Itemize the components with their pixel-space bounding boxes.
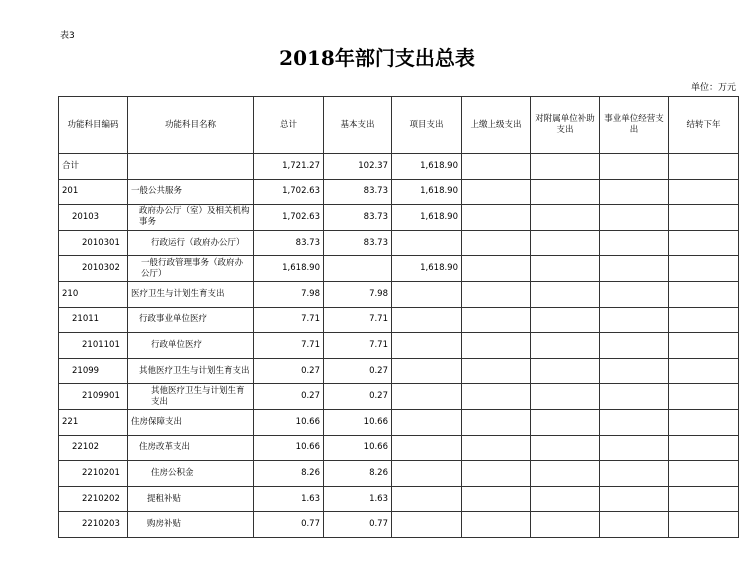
code-cell: 2210203 — [59, 512, 128, 538]
upper-payment-cell — [462, 461, 531, 487]
table-row — [59, 358, 739, 384]
subsidy-cell — [531, 435, 600, 461]
name-cell: 行政运行（政府办公厅） — [128, 230, 254, 256]
subsidy-cell — [531, 179, 600, 205]
project-cell: 1,618.90 — [392, 205, 462, 231]
total-cell: 1,721.27 — [254, 154, 324, 180]
total-cell: 10.66 — [254, 409, 324, 435]
subsidy-cell — [531, 230, 600, 256]
name-cell — [128, 154, 254, 180]
total-cell: 8.26 — [254, 461, 324, 487]
expenditure-table — [58, 96, 739, 538]
table-row — [59, 307, 739, 333]
name-cell: 政府办公厅（室）及相关机构事务 — [128, 205, 254, 231]
basic-cell: 1.63 — [324, 486, 392, 512]
carryover-cell — [669, 461, 739, 487]
operating-cell — [600, 486, 669, 512]
code-cell: 21011 — [59, 307, 128, 333]
carryover-cell — [669, 358, 739, 384]
table-row — [59, 435, 739, 461]
upper-payment-cell — [462, 512, 531, 538]
table-row — [59, 154, 739, 180]
subsidy-cell — [531, 281, 600, 307]
code-cell: 2010302 — [59, 256, 128, 282]
carryover-cell — [669, 333, 739, 359]
basic-cell: 10.66 — [324, 435, 392, 461]
header-code: 功能科目编码 — [59, 97, 128, 154]
subsidy-cell — [531, 409, 600, 435]
table-row — [59, 486, 739, 512]
basic-cell: 83.73 — [324, 179, 392, 205]
carryover-cell — [669, 512, 739, 538]
table-row — [59, 256, 739, 282]
operating-cell — [600, 154, 669, 180]
table-row — [59, 384, 739, 410]
basic-cell: 10.66 — [324, 409, 392, 435]
name-cell: 住房公积金 — [128, 461, 254, 487]
table-row — [59, 205, 739, 231]
name-cell: 行政单位医疗 — [128, 333, 254, 359]
code-cell: 2109901 — [59, 384, 128, 410]
project-cell — [392, 512, 462, 538]
operating-cell — [600, 281, 669, 307]
project-cell — [392, 435, 462, 461]
carryover-cell — [669, 179, 739, 205]
upper-payment-cell — [462, 358, 531, 384]
subsidy-cell — [531, 358, 600, 384]
carryover-cell — [669, 205, 739, 231]
upper-payment-cell — [462, 205, 531, 231]
project-cell: 1,618.90 — [392, 154, 462, 180]
upper-payment-cell — [462, 281, 531, 307]
upper-payment-cell — [462, 384, 531, 410]
carryover-cell — [669, 154, 739, 180]
total-cell: 1,702.63 — [254, 205, 324, 231]
operating-cell — [600, 307, 669, 333]
name-cell: 其他医疗卫生与计划生育支出 — [128, 358, 254, 384]
upper-payment-cell — [462, 230, 531, 256]
upper-payment-cell — [462, 409, 531, 435]
operating-cell — [600, 205, 669, 231]
basic-cell — [324, 256, 392, 282]
table-row — [59, 461, 739, 487]
table-number-label: 表3 — [60, 31, 75, 41]
project-cell: 1,618.90 — [392, 179, 462, 205]
project-cell — [392, 281, 462, 307]
name-cell: 住房改革支出 — [128, 435, 254, 461]
basic-cell: 0.77 — [324, 512, 392, 538]
basic-cell: 7.71 — [324, 333, 392, 359]
carryover-cell — [669, 384, 739, 410]
code-cell: 2210202 — [59, 486, 128, 512]
carryover-cell — [669, 281, 739, 307]
basic-cell: 0.27 — [324, 384, 392, 410]
header-total: 总计 — [254, 97, 324, 154]
project-cell — [392, 384, 462, 410]
code-cell: 20103 — [59, 205, 128, 231]
table-row — [59, 230, 739, 256]
upper-payment-cell — [462, 333, 531, 359]
name-cell: 提租补贴 — [128, 486, 254, 512]
code-cell: 210 — [59, 281, 128, 307]
header-subsidy: 对附属单位补助支出 — [531, 97, 600, 154]
table-row — [59, 512, 739, 538]
total-cell: 1,702.63 — [254, 179, 324, 205]
project-cell — [392, 307, 462, 333]
carryover-cell — [669, 307, 739, 333]
basic-cell: 7.98 — [324, 281, 392, 307]
project-cell — [392, 461, 462, 487]
project-cell — [392, 358, 462, 384]
unit-label: 单位：万元 — [690, 83, 736, 93]
subsidy-cell — [531, 512, 600, 538]
operating-cell — [600, 256, 669, 282]
table-row — [59, 409, 739, 435]
page-title: 2018年部门支出总表 — [279, 46, 475, 70]
table-row — [59, 281, 739, 307]
table-row — [59, 179, 739, 205]
upper-payment-cell — [462, 486, 531, 512]
operating-cell — [600, 358, 669, 384]
code-cell: 21099 — [59, 358, 128, 384]
carryover-cell — [669, 435, 739, 461]
upper-payment-cell — [462, 154, 531, 180]
operating-cell — [600, 409, 669, 435]
total-cell: 10.66 — [254, 435, 324, 461]
operating-cell — [600, 384, 669, 410]
total-cell: 7.71 — [254, 333, 324, 359]
total-cell: 7.98 — [254, 281, 324, 307]
operating-cell — [600, 461, 669, 487]
header-row — [59, 97, 739, 154]
total-cell: 7.71 — [254, 307, 324, 333]
name-cell: 一般行政管理事务（政府办公厅） — [128, 256, 254, 282]
header-carryover: 结转下年 — [669, 97, 739, 154]
total-cell: 83.73 — [254, 230, 324, 256]
code-cell: 22102 — [59, 435, 128, 461]
name-cell: 一般公共服务 — [128, 179, 254, 205]
name-cell: 购房补贴 — [128, 512, 254, 538]
code-cell: 201 — [59, 179, 128, 205]
header-operating: 事业单位经营支出 — [600, 97, 669, 154]
header-basic: 基本支出 — [324, 97, 392, 154]
subsidy-cell — [531, 333, 600, 359]
operating-cell — [600, 179, 669, 205]
code-cell: 2101101 — [59, 333, 128, 359]
subsidy-cell — [531, 256, 600, 282]
code-cell: 2010301 — [59, 230, 128, 256]
subsidy-cell — [531, 486, 600, 512]
upper-payment-cell — [462, 256, 531, 282]
header-name: 功能科目名称 — [128, 97, 254, 154]
project-cell: 1,618.90 — [392, 256, 462, 282]
name-cell: 住房保障支出 — [128, 409, 254, 435]
total-cell: 0.27 — [254, 384, 324, 410]
basic-cell: 7.71 — [324, 307, 392, 333]
subsidy-cell — [531, 384, 600, 410]
total-cell: 1.63 — [254, 486, 324, 512]
name-cell: 其他医疗卫生与计划生育支出 — [128, 384, 254, 410]
subsidy-cell — [531, 154, 600, 180]
carryover-cell — [669, 409, 739, 435]
name-cell: 医疗卫生与计划生育支出 — [128, 281, 254, 307]
basic-cell: 83.73 — [324, 205, 392, 231]
operating-cell — [600, 230, 669, 256]
basic-cell: 83.73 — [324, 230, 392, 256]
project-cell — [392, 409, 462, 435]
project-cell — [392, 230, 462, 256]
basic-cell: 0.27 — [324, 358, 392, 384]
code-cell: 合计 — [59, 154, 128, 180]
subsidy-cell — [531, 307, 600, 333]
table-row — [59, 333, 739, 359]
upper-payment-cell — [462, 307, 531, 333]
subsidy-cell — [531, 205, 600, 231]
carryover-cell — [669, 486, 739, 512]
name-cell: 行政事业单位医疗 — [128, 307, 254, 333]
project-cell — [392, 333, 462, 359]
upper-payment-cell — [462, 435, 531, 461]
code-cell: 2210201 — [59, 461, 128, 487]
upper-payment-cell — [462, 179, 531, 205]
operating-cell — [600, 512, 669, 538]
carryover-cell — [669, 230, 739, 256]
operating-cell — [600, 333, 669, 359]
basic-cell: 102.37 — [324, 154, 392, 180]
total-cell: 0.77 — [254, 512, 324, 538]
code-cell: 221 — [59, 409, 128, 435]
operating-cell — [600, 435, 669, 461]
total-cell: 1,618.90 — [254, 256, 324, 282]
carryover-cell — [669, 256, 739, 282]
basic-cell: 8.26 — [324, 461, 392, 487]
header-upper-payment: 上缴上级支出 — [462, 97, 531, 154]
project-cell — [392, 486, 462, 512]
subsidy-cell — [531, 461, 600, 487]
header-project: 项目支出 — [392, 97, 462, 154]
total-cell: 0.27 — [254, 358, 324, 384]
